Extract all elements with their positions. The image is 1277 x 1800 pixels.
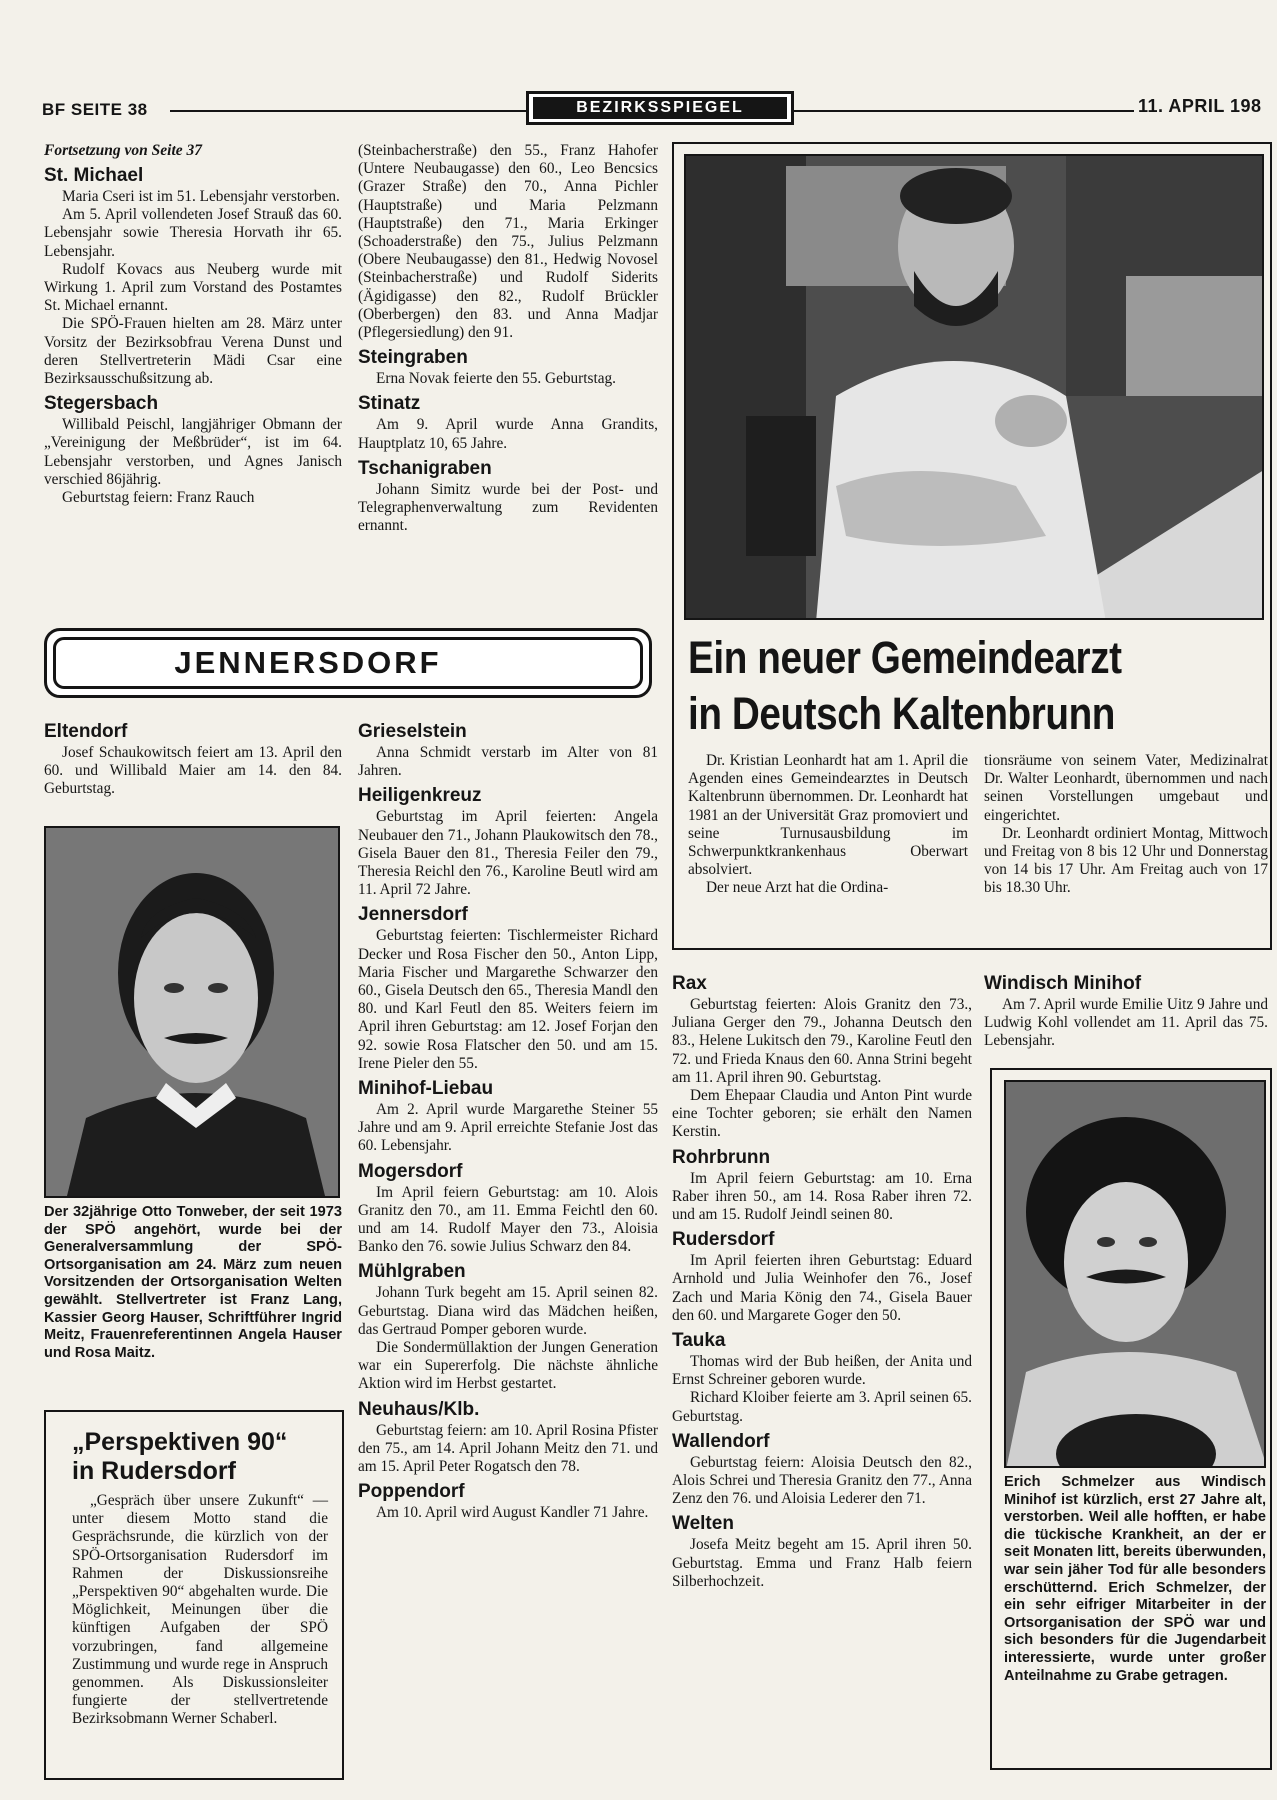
photo-caption-2-text: Erich Schmelzer aus Windisch Minihof ist kürzlich, erst 27 Jahre alt, verstorben. Weil alle hofften, er habe die tückische Krankheit, an der er seit Monaten litt, bereits überwunden, war sein jäher Tod für alle besonders erschütternd. Erich Schmelzer, der ein sehr eifriger Mitarbeiter in der Ortsorganisation der SPÖ war und sich besonders für die Jugendarbeit interessierte, wurde unter großer Anteilnahme zu Grabe getragen. bbox=[1004, 1474, 1266, 1684]
article-paragraph: Dr. Leonhardt ordiniert Montag, Mittwoch und Freitag von 8 bis 12 Uhr und Donnerstag von 14 bis 17 Uhr. Am Freitag auch von 17 bis 18.30 Uhr. bbox=[984, 824, 1268, 897]
section-paragraph: Im April feiern Geburtstag: am 10. Alois Granitz den 70., am 11. Emma Feichtl den 60. und am 14. Rudolf Mayer den 73., Aloisia Banko den 76. sowie Julius Schwarz den 84. bbox=[358, 1183, 658, 1256]
article-col-right-body bbox=[984, 752, 1268, 898]
box-title-line-2: in Rudersdorf bbox=[72, 1457, 236, 1485]
section-heading: Welten bbox=[672, 1513, 734, 1535]
section-heading: St. Michael bbox=[44, 165, 144, 186]
column-1-body bbox=[44, 164, 342, 507]
section-heading: Stinatz bbox=[358, 393, 421, 415]
section-heading: Minihof-Liebau bbox=[358, 1078, 494, 1100]
section-banner bbox=[44, 628, 652, 698]
photo-caption-1 bbox=[44, 1204, 342, 1362]
section-heading: Tschanigraben bbox=[358, 457, 492, 479]
section-paragraph: Geburtstag im April feierten: Angela Neubauer den 71., Johann Plaukowitsch den 78., Gisela Bauer den 81., Theresia Feiler den 79., Theresia Reichl den 76., Karoline Beutl wird am 11. April 72 Jahre. bbox=[358, 808, 658, 899]
section-paragraph: Willibald Peischl, langjähriger Obmann der „Vereinigung der Meßbrüder“, ist im 64. Lebensjahr verstorben, und Agnes Janisch verschied 86jährig. bbox=[44, 416, 342, 488]
article-col-left bbox=[688, 752, 968, 898]
doctor-photo-illustration bbox=[686, 156, 1264, 620]
section-heading: Rudersdorf bbox=[672, 1229, 775, 1251]
section-paragraph: Anna Schmidt verstarb im Alter von 81 Jahren. bbox=[358, 744, 658, 780]
section-paragraph: Die SPÖ-Frauen hielten am 28. März unter Vorsitz der Bezirksobfrau Verena Dunst und deren Stellvertreterin Mädi Csar eine Bezirksausschußsitzung ab. bbox=[44, 315, 342, 388]
article-paragraph: Dr. Kristian Leonhardt hat am 1. April die Agenden eines Gemeindearztes in Deutsch Kaltenbrunn übernommen. Dr. Leonhardt hat 1981 an der Universität Graz promoviert und seine Turnusausbildung im Schwerpunktkrankenhaus Oberwart absolviert. bbox=[688, 752, 968, 879]
column-1 bbox=[44, 142, 342, 507]
section-heading: Wallendorf bbox=[672, 1430, 770, 1452]
section-paragraph: Josefa Meitz begeht am 15. April ihren 50. Geburtstag. Emma und Franz Halb feiern Silberhochzeit. bbox=[672, 1536, 972, 1590]
section-heading: Rohrbrunn bbox=[672, 1146, 771, 1168]
section-paragraph: Thomas wird der Bub heißen, der Anita und Ernst Schreiner geboren wurde. bbox=[672, 1353, 972, 1389]
portrait-photo-2 bbox=[1004, 1080, 1266, 1468]
section-paragraph: Erna Novak feierte den 55. Geburtstag. bbox=[376, 370, 616, 388]
section-paragraph: Geburtstag feierten: Tischlermeister Richard Decker und Rosa Fischer den 50., Anton Lipp, Maria Fischer und Margarethe Schwarzer den 60., Gisela Deutsch den 65., Theresia Mandl den 80. und Karl Feutl den 85. Weiters feiern im April ihren Geburtstag: am 12. Josef Forjan den 92. sowie Rosa Flatscher den 50. und am 15. Irene Pieler den 55. bbox=[358, 927, 658, 1072]
section-paragraph: Geburtstag feiern: am 10. April Rosina Pfister den 75., am 14. April Johann Meitz den 71. und am 15. April Peter Rogatsch den 78. bbox=[358, 1421, 658, 1476]
jennersdorf-column-3-body bbox=[672, 972, 972, 1591]
section-paragraph: Am 5. April vollendeten Josef Strauß das 60. Lebensjahr sowie Theresia Horvath ihr 65. Lebensjahr. bbox=[44, 206, 342, 260]
section-heading: Neuhaus/Klb. bbox=[358, 1398, 480, 1420]
section-heading: Eltendorf bbox=[44, 721, 128, 742]
section-paragraph: Am 10. April wird August Kandler 71 Jahre. bbox=[376, 1504, 649, 1522]
section-paragraph: Geburtstag feierten: Alois Granitz den 73., Juliana Gerger den 79., Johanna Deutsch den 83., Helene Lukitsch den 79., Karoline Feutl den 72. und Frieda Knaus den 60. Anna Strini begeht am 11. April ihren 90. Geburtstag. bbox=[672, 996, 972, 1086]
article-paragraph: tionsräume von seinem Vater, Medizinalrat Dr. Walter Leonhardt, übernommen und nach seinen Vorstellungen umgebaut und eingerichtet. bbox=[984, 752, 1268, 824]
headline-line-1: Ein neuer Gemeindearzt bbox=[688, 632, 1122, 683]
section-heading: Jennersdorf bbox=[358, 904, 468, 926]
photo-caption-1-text: Der 32jährige Otto Tonweber, der seit 1973 der SPÖ angehört, wurde bei der Generalversammlung der SPÖ-Ortsorganisation am 24. März zum neuen Vorsitzenden der Ortsorganisation Welten gewählt. Stellvertreter ist Franz Lang, Kassier Georg Hauser, Schriftführer Ingrid Meitz, Frauenreferentinnen Angela Hauser und Rosa Maitz. bbox=[44, 1204, 342, 1361]
section-paragraph: Johann Turk begeht am 15. April seinen 82. Geburtstag. Diana wird das Mädchen heißen, das Gertraud Pomper geboren wurde. bbox=[358, 1284, 658, 1338]
section-heading: Stegersbach bbox=[44, 393, 159, 415]
section-heading: Mühlgraben bbox=[358, 1261, 466, 1283]
box-title-line-1: „Perspektiven 90“ bbox=[72, 1428, 288, 1456]
eltendorf-block bbox=[44, 716, 342, 799]
header-rule-left bbox=[170, 110, 526, 112]
section-heading: Heiligenkreuz bbox=[358, 785, 482, 807]
section-heading: Grieselstein bbox=[358, 721, 467, 742]
section-paragraph: Geburtstag feiern: Franz Rauch bbox=[62, 489, 255, 507]
masthead bbox=[526, 91, 794, 125]
column-2 bbox=[358, 142, 658, 535]
section-banner-title: JENNERSDORF bbox=[53, 637, 643, 689]
section-paragraph: Johann Simitz wurde bei der Post- und Telegraphenverwaltung zum Revidenten ernannt. bbox=[358, 480, 658, 535]
section-paragraph: Maria Cseri ist im 51. Lebensjahr verstorben. bbox=[62, 188, 340, 205]
portrait-2-illustration bbox=[1006, 1082, 1266, 1468]
section-text: Am 7. April wurde Emilie Uitz 9 Jahre und Ludwig Kohl vollendet am 11. April das 75. Lebensjahr. bbox=[984, 996, 1268, 1050]
section-heading: Tauka bbox=[672, 1330, 726, 1352]
section-heading: Windisch Minihof bbox=[984, 973, 1142, 994]
section-paragraph: Die Sondermüllaktion der Jungen Generation war ein Supererfolg. Die nächste ähnliche Aktion wird im Herbst gestartet. bbox=[358, 1339, 658, 1393]
continuation-note: Fortsetzung von Seite 37 bbox=[44, 142, 203, 159]
section-heading: Rax bbox=[672, 973, 707, 994]
page-number: BF SEITE 38 bbox=[42, 100, 148, 119]
doctor-photo bbox=[684, 154, 1264, 620]
section-paragraph: Dem Ehepaar Claudia und Anton Pint wurde eine Tochter geboren; sie erhält den Namen Kerstin. bbox=[672, 1087, 972, 1141]
section-paragraph: Richard Kloiber feierte am 3. April seinen 65. Geburtstag. bbox=[672, 1389, 972, 1425]
perspektiven-box bbox=[44, 1410, 344, 1780]
article-col-right bbox=[984, 752, 1268, 898]
article-col-left-body bbox=[688, 752, 968, 898]
section-paragraph: Am 2. April wurde Margarethe Steiner 55 Jahre und am 9. April erreichte Stefanie Jost das 60. Lebensjahr. bbox=[358, 1101, 658, 1155]
section-paragraph: Im April feiern Geburtstag: am 10. Erna Raber ihren 50., am 14. Rosa Raber ihren 72. und am 15. Rudolf Jeindl seinen 80. bbox=[672, 1169, 972, 1224]
section-paragraph: Rudolf Kovacs aus Neuberg wurde mit Wirkung 1. April zum Vorstand des Postamtes St. Michael ernannt. bbox=[44, 260, 342, 315]
article-headline bbox=[688, 630, 1187, 742]
jennersdorf-column-2-body bbox=[358, 720, 658, 1523]
section-paragraph: Geburtstag feiern: Aloisia Deutsch den 82., Alois Schrei und Theresia Granitz den 77., Anna Zenz den 76. und Aloisia Lederer den 71. bbox=[672, 1453, 972, 1508]
section-paragraph: Im April feierten ihren Geburtstag: Eduard Arnhold und Julia Weinhofer den 76., Josef Zach und Maria König den 74., Gisela Bauer den 60. und Margarete Goger den 50. bbox=[672, 1252, 972, 1324]
jennersdorf-column-2 bbox=[358, 716, 658, 1523]
section-heading: Steingraben bbox=[358, 347, 468, 369]
section-text: Josef Schaukowitsch feiert am 13. April den 60. und Willibald Maier am 14. den 84. Geburtstag. bbox=[44, 744, 342, 798]
article-paragraph: Der neue Arzt hat die Ordina- bbox=[706, 879, 889, 897]
jennersdorf-column-3 bbox=[672, 968, 972, 1591]
headline-line-2: in Deutsch Kaltenbrunn bbox=[688, 688, 1116, 739]
issue-date: 11. APRIL 198 bbox=[1138, 96, 1262, 116]
box-title bbox=[72, 1428, 328, 1486]
header-rule-right bbox=[794, 110, 1134, 112]
photo-caption-2 bbox=[1004, 1474, 1266, 1685]
windisch-minihof-block bbox=[984, 968, 1268, 1051]
masthead-title: BEZIRKSSPIEGEL bbox=[533, 97, 787, 119]
section-paragraph: (Steinbacherstraße) den 55., Franz Hahofer (Untere Neubaugasse) den 60., Leo Bencsics (Grazer Straße) den 70., Anna Pichler (Hauptstraße) und Maria Pelzmann (Hauptstraße) den 71., Maria Erkinger (Schoaderstraße) den 75., Julius Pelzmann (Obere Neubaugasse) den 81., Hedwig Novosel (Steinbacherstraße) und Rudolf Siderits (Ägidigasse) den 82., Rudolf Brückler (Oberbergen) den 83. und Anna Madjar (Pflegersiedlung) den 91. bbox=[358, 142, 658, 342]
portrait-1-illustration bbox=[46, 828, 340, 1198]
section-heading: Poppendorf bbox=[358, 1481, 465, 1503]
section-paragraph: Am 9. April wurde Anna Grandits, Hauptplatz 10, 65 Jahre. bbox=[358, 416, 658, 452]
section-heading: Mogersdorf bbox=[358, 1160, 463, 1182]
box-text: „Gespräch über unsere Zukunft“ — unter diesem Motto stand die Gesprächsrunde, die kürzlich von der SPÖ-Ortsorganisation Rudersdorf im Rahmen der Diskussionsreihe „Perspektiven 90“ abgehalten wurde. Die Möglichkeit, Meinungen über die künftigen Aufgaben der SPÖ vorzubringen, fand allgemeine Zustimmung und wurde rege in Anspruch genommen. Als Diskussionsleiter fungierte der stellvertretende Bezirksobmann Werner Schaberl. bbox=[72, 1492, 328, 1728]
portrait-photo-1 bbox=[44, 826, 340, 1198]
column-2-body bbox=[358, 142, 658, 535]
